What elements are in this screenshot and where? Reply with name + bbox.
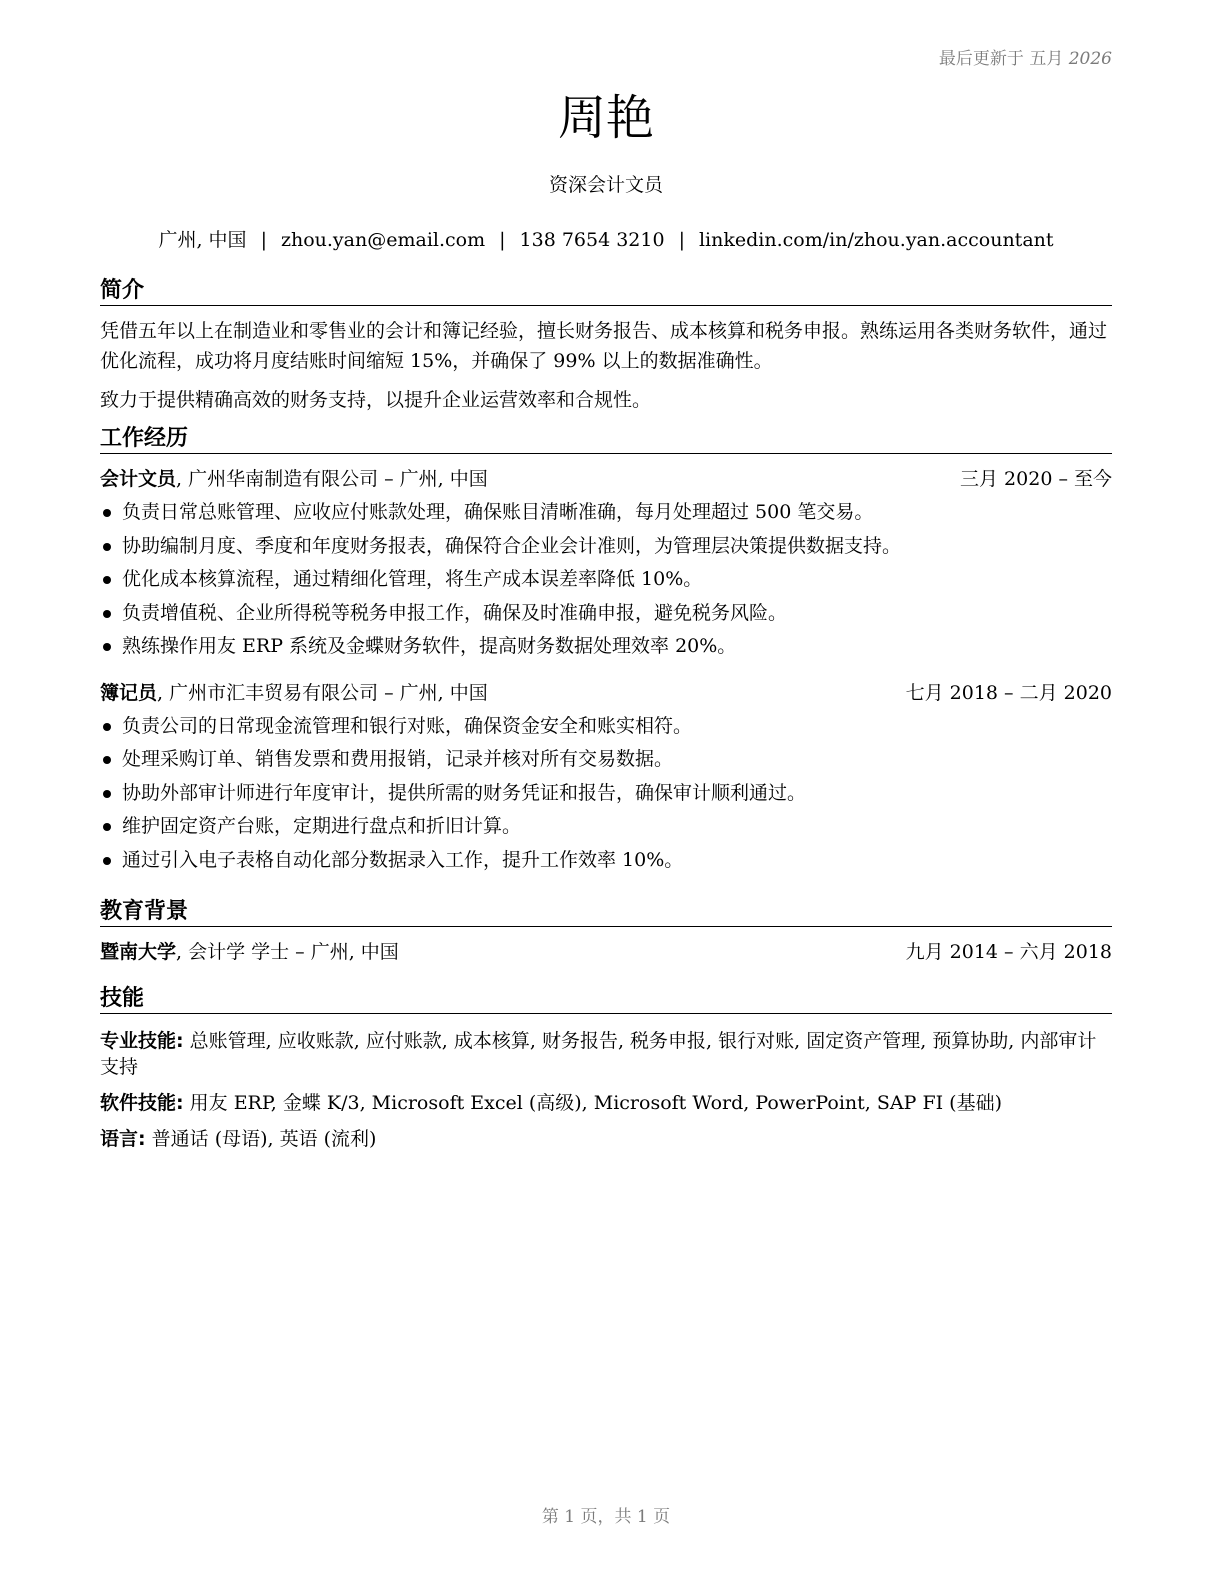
bullet-text: 熟练操作用友 ERP 系统及金蝶财务软件，提高财务数据处理效率 20%。 bbox=[122, 635, 737, 657]
contact-line bbox=[100, 225, 1112, 252]
skill-label: 语言: bbox=[100, 1128, 146, 1150]
job-header bbox=[100, 678, 1112, 708]
bullet-text: 优化成本核算流程，通过精细化管理，将生产成本误差率降低 10%。 bbox=[122, 568, 703, 590]
summary-section bbox=[100, 277, 1112, 424]
bullet-icon bbox=[103, 543, 111, 551]
job-entry bbox=[100, 678, 1112, 878]
bullet-icon bbox=[103, 723, 111, 731]
education-section bbox=[100, 898, 1112, 967]
bullet-text: 协助编制月度、季度和年度财务报表，确保符合企业会计准则，为管理层决策提供数据支持。 bbox=[122, 534, 902, 557]
bullet-icon bbox=[103, 509, 111, 517]
bullet-item bbox=[100, 597, 1112, 631]
skill-value: 普通话 (母语), 英语 (流利) bbox=[145, 1128, 377, 1150]
bullet-item bbox=[100, 777, 1112, 811]
bullet-text: 负责日常总账管理、应收应付账款处理，确保账目清晰准确，每月处理超过 500 笔交易。 bbox=[122, 501, 874, 523]
skills-title: 技能 bbox=[100, 985, 1112, 1014]
skill-line bbox=[100, 1126, 1112, 1152]
bullet-icon bbox=[103, 823, 111, 831]
experience-section bbox=[100, 425, 1112, 877]
education-title: 教育背景 bbox=[100, 898, 1112, 927]
bullet-icon bbox=[103, 857, 111, 865]
contact-email[interactable]: zhou.yan@email.com bbox=[280, 229, 486, 251]
bullet-item bbox=[100, 710, 1112, 744]
contact-separator: | bbox=[678, 229, 685, 251]
last-updated-year: 2026 bbox=[1068, 49, 1112, 69]
bullet-item bbox=[100, 844, 1112, 878]
bullet-icon bbox=[103, 610, 111, 618]
education-entry bbox=[100, 937, 1112, 967]
bullet-text: 负责公司的日常现金流管理和银行对账，确保资金安全和账实相符。 bbox=[122, 714, 693, 737]
job-title-company bbox=[100, 464, 488, 494]
contact-location: 广州, 中国 bbox=[158, 229, 247, 251]
skill-line bbox=[100, 1090, 1112, 1116]
bullet-icon bbox=[103, 643, 111, 651]
skills-section bbox=[100, 985, 1112, 1162]
bullet-text: 协助外部审计师进行年度审计，提供所需的财务凭证和报告，确保审计顺利通过。 bbox=[122, 781, 807, 804]
skill-label: 专业技能: bbox=[100, 1030, 184, 1052]
bullet-icon bbox=[103, 790, 111, 798]
bullet-text: 通过引入电子表格自动化部分数据录入工作，提升工作效率 10%。 bbox=[122, 848, 684, 871]
education-details: , 会计学 学士 – 广州, 中国 bbox=[176, 941, 399, 963]
job-dates: 七月 2018 – 二月 2020 bbox=[905, 681, 1112, 704]
job-role: 簿记员 bbox=[100, 681, 158, 704]
education-school-degree bbox=[100, 937, 399, 967]
experience-title: 工作经历 bbox=[100, 425, 1112, 454]
job-company: , 广州华南制造有限公司 – 广州, 中国 bbox=[176, 468, 488, 490]
page-footer: 第 1 页，共 1 页 bbox=[541, 1507, 671, 1527]
contact-separator: | bbox=[499, 229, 506, 251]
contact-separator: | bbox=[260, 229, 267, 251]
summary-paragraph: 凭借五年以上在制造业和零售业的会计和簿记经验，擅长财务报告、成本核算和税务申报。熟练运用各类财务软件，通过优化流程，成功将月度结账时间缩短 15%，并确保了 99% 以上的数据准确性。 bbox=[100, 320, 1108, 372]
job-role: 会计文员 bbox=[100, 468, 177, 490]
bullet-text: 处理采购订单、销售发票和费用报销，记录并核对所有交易数据。 bbox=[122, 748, 674, 770]
bullet-item bbox=[100, 530, 1112, 564]
job-company: , 广州市汇丰贸易有限公司 – 广州, 中国 bbox=[157, 681, 488, 704]
job-header bbox=[100, 464, 1112, 494]
summary-paragraph: 致力于提供精确高效的财务支持，以提升企业运营效率和合规性。 bbox=[100, 389, 652, 411]
skill-value: 用友 ERP, 金蝶 K/3, Microsoft Excel (高级), Microsoft Word, PowerPoint, SAP FI (基础) bbox=[183, 1092, 1002, 1114]
candidate-headline: 资深会计文员 bbox=[548, 174, 663, 196]
job-bullets bbox=[100, 710, 1112, 878]
job-title-company bbox=[100, 678, 488, 708]
bullet-item bbox=[100, 496, 1112, 530]
contact-phone: 138 7654 3210 bbox=[519, 229, 665, 251]
job-bullets bbox=[100, 496, 1112, 664]
resume-page bbox=[100, 0, 1112, 1584]
bullet-icon bbox=[103, 756, 111, 764]
bullet-item bbox=[100, 630, 1112, 664]
skill-label: 软件技能: bbox=[100, 1092, 184, 1114]
bullet-item bbox=[100, 563, 1112, 597]
bullet-text: 负责增值税、企业所得税等税务申报工作，确保及时准确申报，避免税务风险。 bbox=[122, 601, 788, 624]
education-dates: 九月 2014 – 六月 2018 bbox=[905, 941, 1112, 963]
candidate-name: 周艳 bbox=[557, 90, 654, 146]
education-school: 暨南大学 bbox=[100, 941, 177, 963]
job-entry bbox=[100, 464, 1112, 664]
summary-title: 简介 bbox=[100, 277, 1112, 306]
last-updated bbox=[939, 44, 1112, 69]
job-dates: 三月 2020 – 至今 bbox=[960, 468, 1112, 490]
last-updated-label: 最后更新于 五月 bbox=[938, 49, 1064, 69]
skill-value: 总账管理, 应收账款, 应付账款, 成本核算, 财务报告, 税务申报, 银行对账, 固定资产管理, 预算协助, 内部审计支持 bbox=[100, 1030, 1097, 1078]
bullet-text: 维护固定资产台账，定期进行盘点和折旧计算。 bbox=[122, 815, 522, 837]
bullet-item bbox=[100, 743, 1112, 777]
contact-linkedin[interactable]: linkedin.com/in/zhou.yan.accountant bbox=[698, 229, 1054, 251]
bullet-item bbox=[100, 810, 1112, 844]
skill-line bbox=[100, 1028, 1112, 1080]
bullet-icon bbox=[103, 576, 111, 584]
